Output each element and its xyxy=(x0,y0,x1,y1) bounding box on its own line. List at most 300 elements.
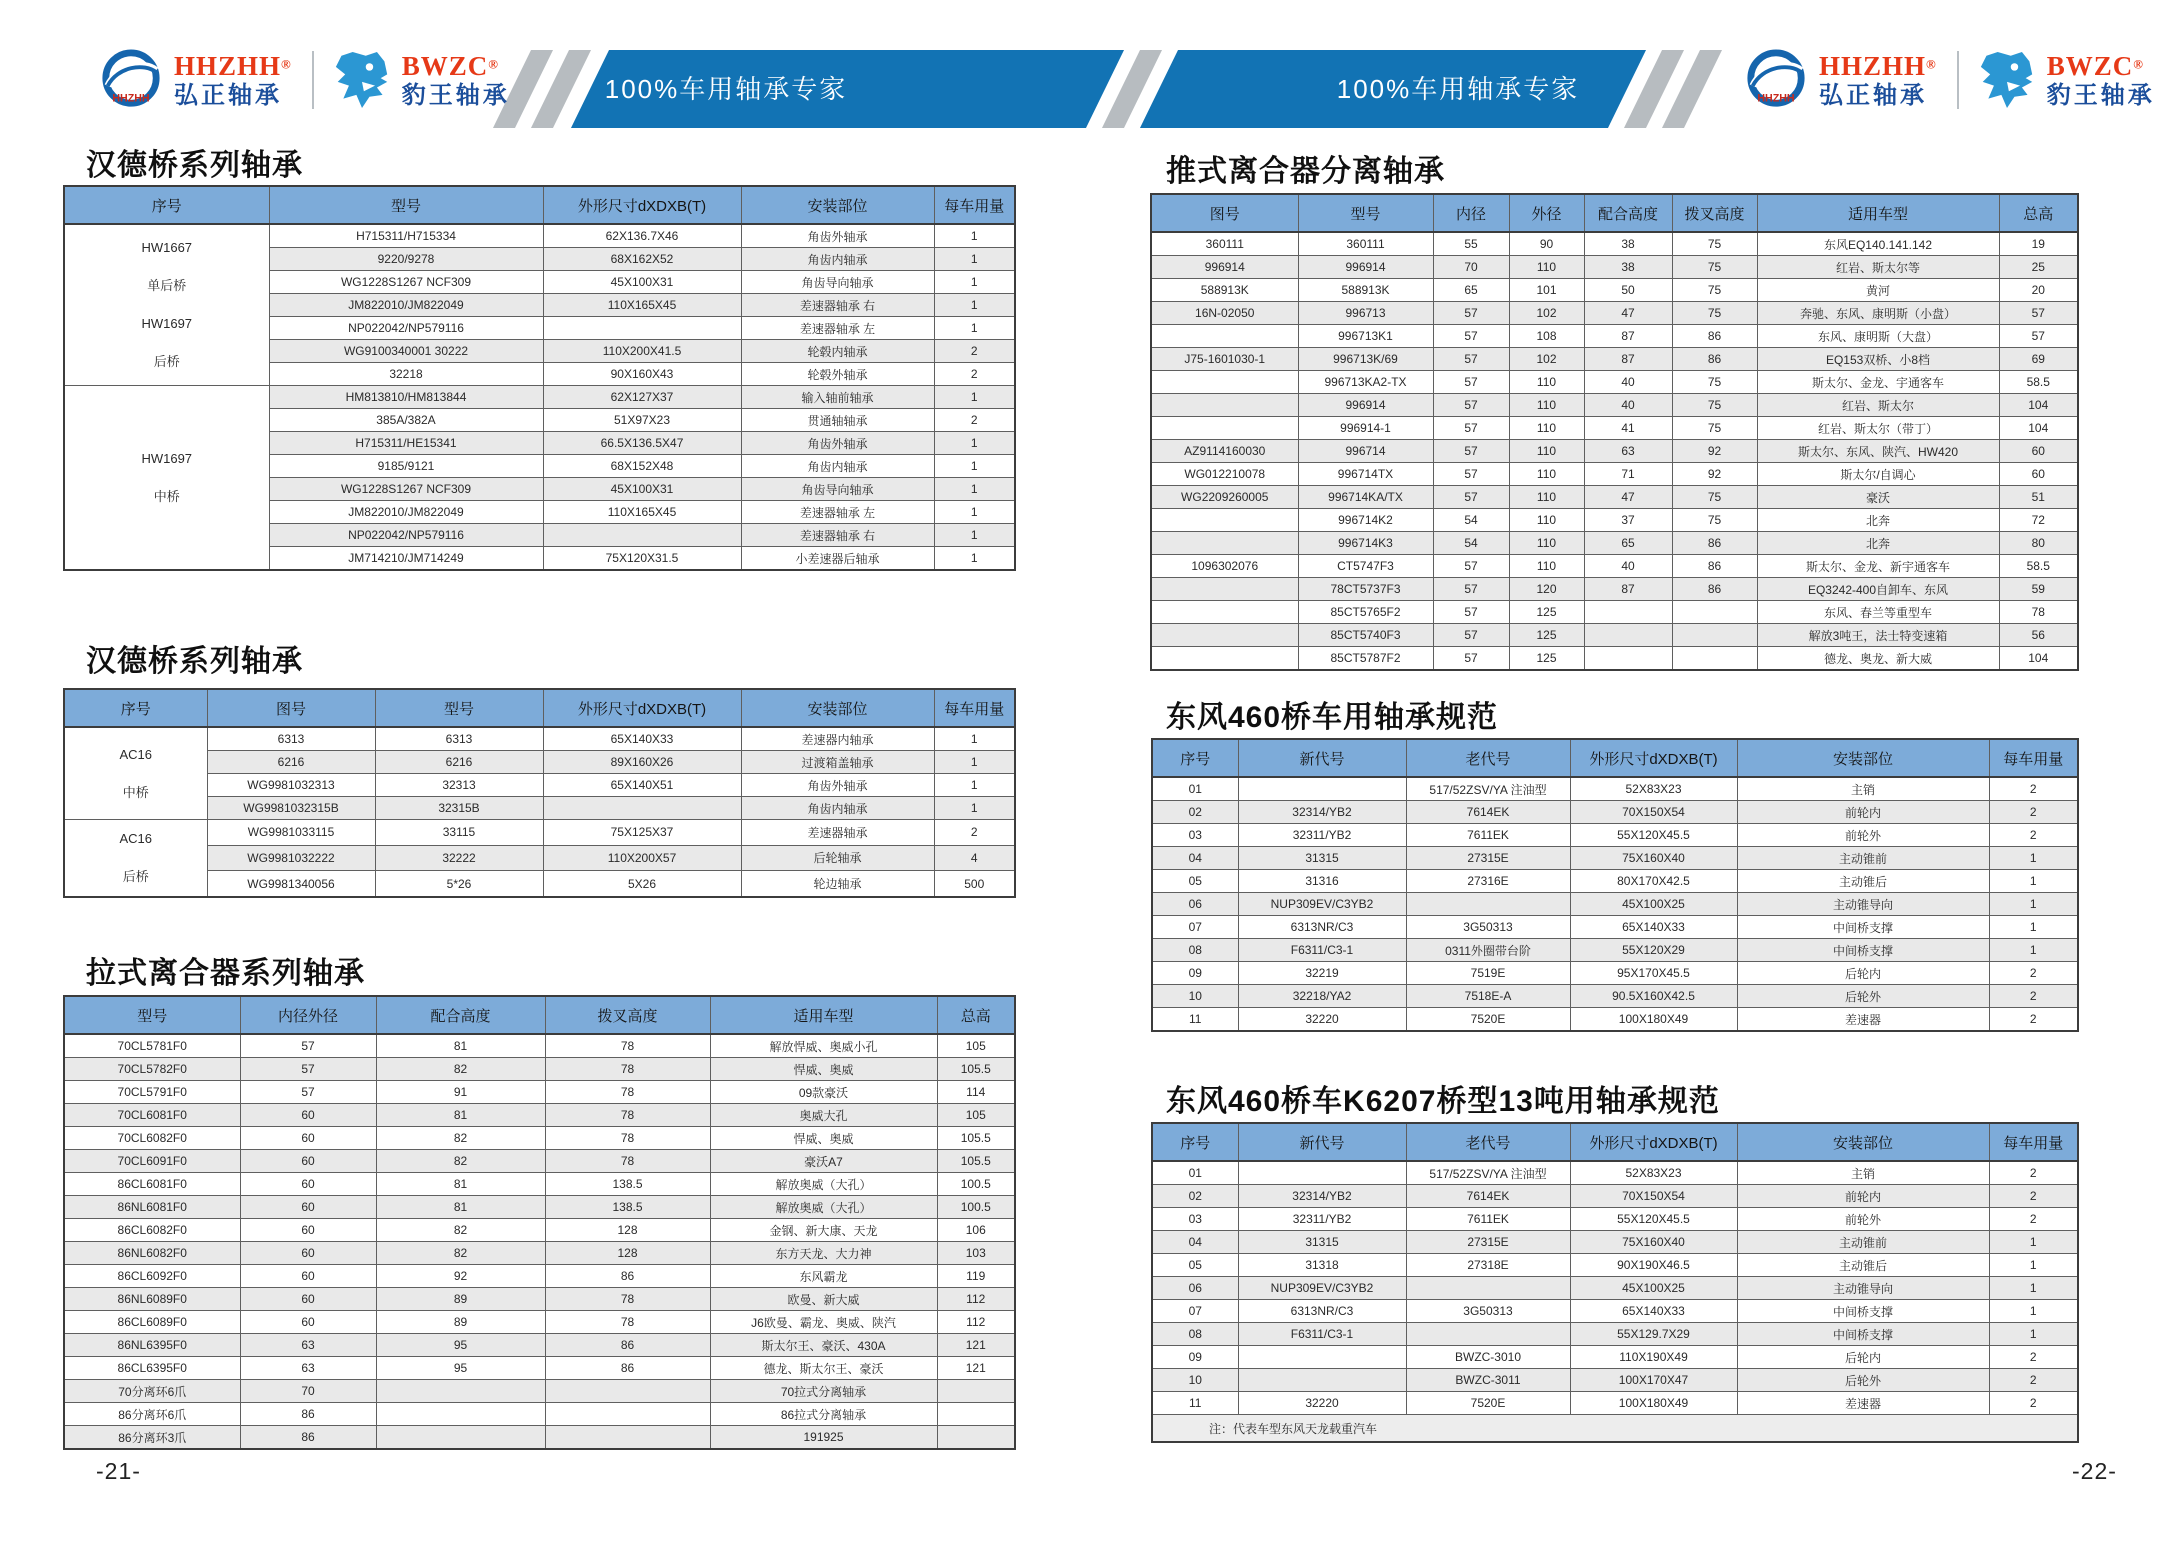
table-cell: 主动锥前 xyxy=(1737,1231,1989,1254)
table-cell: 90X190X46.5 xyxy=(1570,1254,1737,1277)
table-cell: 996714K2 xyxy=(1298,509,1433,532)
table-cell: 中间桥支撑 xyxy=(1737,1300,1989,1323)
table-cell: AZ9114160030 xyxy=(1151,440,1298,463)
table-cell: 2 xyxy=(1989,801,2078,824)
table-cell: 07 xyxy=(1152,1300,1238,1323)
column-header: 序号 xyxy=(1152,739,1238,777)
table-cell: 主动锥导向 xyxy=(1737,1277,1989,1300)
table-cell: 996914 xyxy=(1298,394,1433,417)
table-cell: 7520E xyxy=(1406,1392,1570,1415)
table-cell: 81 xyxy=(376,1173,545,1196)
table-cell: 1 xyxy=(1989,1300,2078,1323)
table-cell: 主销 xyxy=(1737,777,1989,801)
table-cell: 1 xyxy=(1989,1277,2078,1300)
table-cell: 中间桥支撑 xyxy=(1737,939,1989,962)
table-cell: 58.5 xyxy=(1999,371,2078,394)
table-cell xyxy=(1151,601,1298,624)
table-cell: 82 xyxy=(376,1127,545,1150)
table-cell: 过渡箱盖轴承 xyxy=(741,751,934,774)
table-cell: 德龙、奥龙、新大威 xyxy=(1757,647,1999,671)
table-cell: 75 xyxy=(1672,394,1757,417)
table-cell: 角齿导向轴承 xyxy=(741,478,934,501)
table-cell: 57 xyxy=(1433,624,1509,647)
table-cell: 1 xyxy=(934,224,1015,248)
table-cell: 7518E-A xyxy=(1406,985,1570,1008)
table-cell: 11 xyxy=(1152,1392,1238,1415)
table-row xyxy=(64,1403,1015,1426)
table-cell: 138.5 xyxy=(545,1173,710,1196)
table-row xyxy=(1152,847,2078,870)
table-cell: 欧曼、新大威 xyxy=(710,1288,937,1311)
table-row xyxy=(1152,824,2078,847)
table-cell: 75X160X40 xyxy=(1570,1231,1737,1254)
column-header: 外形尺寸dXDXB(T) xyxy=(1570,739,1737,777)
dongfeng-460-k6207-table xyxy=(1151,1122,2077,1443)
catalog-table xyxy=(1150,193,2079,671)
table-cell: 01 xyxy=(1152,777,1238,801)
table-cell: 385A/382A xyxy=(269,409,543,432)
column-header: 老代号 xyxy=(1406,1123,1570,1161)
column-header: 序号 xyxy=(64,186,269,224)
table-cell: 40 xyxy=(1584,555,1672,578)
table-row xyxy=(1151,302,2078,325)
table-cell: 0311外圈带台阶 xyxy=(1406,939,1570,962)
table-cell: 104 xyxy=(1999,647,2078,671)
table-cell: 63 xyxy=(240,1334,376,1357)
column-header: 型号 xyxy=(1298,194,1433,232)
table-cell: 70拉式分离轴承 xyxy=(710,1380,937,1403)
table-cell: 中间桥支撑 xyxy=(1737,1323,1989,1346)
table-cell: 112 xyxy=(937,1311,1015,1334)
table-cell: 03 xyxy=(1152,1208,1238,1231)
table-cell: 65X140X33 xyxy=(1570,916,1737,939)
table-row xyxy=(64,1173,1015,1196)
table-cell: 110X200X57 xyxy=(543,845,741,871)
table-cell: WG2209260005 xyxy=(1151,486,1298,509)
table-cell: 前轮内 xyxy=(1737,1185,1989,1208)
row-group-label: HW1697 中桥 xyxy=(64,386,269,571)
table-cell: 996713K1 xyxy=(1298,325,1433,348)
table-cell: 角齿外轴承 xyxy=(741,224,934,248)
table-cell: 90X160X43 xyxy=(543,363,741,386)
column-header: 内径外径 xyxy=(240,996,376,1034)
table-cell: 55X129.7X29 xyxy=(1570,1323,1737,1346)
table-cell: 前轮外 xyxy=(1737,824,1989,847)
table-cell: 7519E xyxy=(1406,962,1570,985)
table-cell: 1 xyxy=(934,727,1015,751)
column-header: 安装部位 xyxy=(1737,739,1989,777)
column-header: 图号 xyxy=(207,689,375,727)
column-header: 外形尺寸dXDXB(T) xyxy=(1570,1123,1737,1161)
table-cell: 125 xyxy=(1509,647,1584,671)
table-cell: 东风EQ140.141.142 xyxy=(1757,232,1999,256)
table-row xyxy=(1152,1231,2078,1254)
table-cell: 1 xyxy=(934,501,1015,524)
column-header: 型号 xyxy=(375,689,543,727)
table-cell xyxy=(1672,601,1757,624)
table-cell: 57 xyxy=(1433,371,1509,394)
column-header: 每车用量 xyxy=(934,689,1015,727)
table-row xyxy=(1152,1008,2078,1032)
table-cell: 114 xyxy=(937,1081,1015,1104)
column-header: 总高 xyxy=(937,996,1015,1034)
table-cell: 7611EK xyxy=(1406,1208,1570,1231)
table-cell: 57 xyxy=(1999,302,2078,325)
table-cell: 59 xyxy=(1999,578,2078,601)
page-number-right: -22- xyxy=(2072,1458,2117,1484)
table-cell: 后轮轴承 xyxy=(741,845,934,871)
table-cell xyxy=(545,1380,710,1403)
table-cell: 02 xyxy=(1152,1185,1238,1208)
table-cell: 82 xyxy=(376,1242,545,1265)
table-cell: 2 xyxy=(1989,1346,2078,1369)
brand-logos-left xyxy=(100,40,510,120)
bwzc-logo-text xyxy=(2047,52,2155,108)
table-cell: 57 xyxy=(1433,417,1509,440)
table-cell: 105.5 xyxy=(937,1150,1015,1173)
table-cell: 125 xyxy=(1509,601,1584,624)
table-cell: 86 xyxy=(240,1403,376,1426)
table-header-row xyxy=(1151,194,2078,232)
table-cell: 95X170X45.5 xyxy=(1570,962,1737,985)
table-row xyxy=(64,1058,1015,1081)
table-cell: 70X150X54 xyxy=(1570,801,1737,824)
table-cell: 轮毂外轴承 xyxy=(741,363,934,386)
table-cell: 78 xyxy=(545,1081,710,1104)
table-cell: 贯通轴轴承 xyxy=(741,409,934,432)
table-cell: 红岩、斯太尔（带丁） xyxy=(1757,417,1999,440)
column-header: 外形尺寸dXDXB(T) xyxy=(543,689,741,727)
table-cell: 57 xyxy=(240,1034,376,1058)
table-cell: NP022042/NP579116 xyxy=(269,524,543,547)
table-row xyxy=(64,1127,1015,1150)
table-cell xyxy=(543,524,741,547)
banner-slogan-left: 100%车用轴承专家 xyxy=(604,74,848,104)
table-row xyxy=(64,1196,1015,1219)
table-cell: 121 xyxy=(937,1334,1015,1357)
table-cell: 87 xyxy=(1584,325,1672,348)
table-cell: 95 xyxy=(376,1334,545,1357)
table-cell: 86CL6395F0 xyxy=(64,1357,240,1380)
table-cell: 78 xyxy=(545,1150,710,1173)
table-cell: 轮边轴承 xyxy=(741,871,934,897)
hande-bridge-table-1 xyxy=(63,185,1014,571)
table-cell: 58.5 xyxy=(1999,555,2078,578)
table-cell: 7614EK xyxy=(1406,801,1570,824)
table-cell: 后轮内 xyxy=(1737,1346,1989,1369)
catalog-table xyxy=(1151,1122,2079,1443)
table-cell: 105 xyxy=(937,1034,1015,1058)
table-cell: 2 xyxy=(1989,1008,2078,1032)
table-cell xyxy=(1151,509,1298,532)
registered-mark-icon: ® xyxy=(281,56,292,72)
hhzhh-cn-name: 弘正轴承 xyxy=(1819,81,1927,109)
table-cell: 北奔 xyxy=(1757,509,1999,532)
table-cell: 角齿外轴承 xyxy=(741,432,934,455)
table-cell: 86 xyxy=(1672,555,1757,578)
table-row xyxy=(1151,532,2078,555)
table-row xyxy=(1152,1392,2078,1415)
table-cell: 92 xyxy=(1672,440,1757,463)
table-cell: 360111 xyxy=(1151,232,1298,256)
table-cell: 78 xyxy=(545,1288,710,1311)
table-cell: 105.5 xyxy=(937,1058,1015,1081)
table-cell: 89X160X26 xyxy=(543,751,741,774)
table-cell: 71 xyxy=(1584,463,1672,486)
table-cell: 588913K xyxy=(1151,279,1298,302)
table-cell: 差速器轴承 右 xyxy=(741,294,934,317)
table-cell: 500 xyxy=(934,871,1015,897)
table-header-row xyxy=(1152,739,2078,777)
table-row xyxy=(1151,463,2078,486)
table-cell: 78CT5737F3 xyxy=(1298,578,1433,601)
column-header: 型号 xyxy=(269,186,543,224)
column-header: 序号 xyxy=(64,689,207,727)
table-cell: 轮毂内轴承 xyxy=(741,340,934,363)
table-cell: 7520E xyxy=(1406,1008,1570,1032)
table-cell: 16N-02050 xyxy=(1151,302,1298,325)
table-cell: 2 xyxy=(1989,1369,2078,1392)
table-cell: 03 xyxy=(1152,824,1238,847)
table-header-row xyxy=(64,186,1015,224)
table-cell: 斯太尔、东风、陕汽、HW420 xyxy=(1757,440,1999,463)
table-cell: 32315B xyxy=(375,797,543,820)
table-cell: 360111 xyxy=(1298,232,1433,256)
table-cell: 91 xyxy=(376,1081,545,1104)
table-cell: 86 xyxy=(1672,348,1757,371)
table-cell: 65X140X51 xyxy=(543,774,741,797)
table-cell: 2 xyxy=(1989,1208,2078,1231)
table-cell: 70CL6091F0 xyxy=(64,1150,240,1173)
table-cell: 角齿导向轴承 xyxy=(741,271,934,294)
registered-mark-icon: ® xyxy=(488,56,499,72)
table-cell: 82 xyxy=(376,1058,545,1081)
table-cell: 7611EK xyxy=(1406,824,1570,847)
table-cell: 解放奥威（大孔） xyxy=(710,1196,937,1219)
table-cell: 1 xyxy=(1989,893,2078,916)
table-cell: 1 xyxy=(934,386,1015,409)
column-header: 配合高度 xyxy=(376,996,545,1034)
table-cell: 2 xyxy=(1989,1392,2078,1415)
section-title: 汉德桥系列轴承 xyxy=(86,149,303,182)
table-cell: 差速器轴承 xyxy=(741,820,934,846)
table-cell: 92 xyxy=(1672,463,1757,486)
table-cell: 1 xyxy=(934,248,1015,271)
table-cell: 角齿内轴承 xyxy=(741,455,934,478)
table-cell: 75 xyxy=(1672,417,1757,440)
table-cell: 前轮内 xyxy=(1737,801,1989,824)
table-cell: 104 xyxy=(1999,417,2078,440)
table-cell: 黄河 xyxy=(1757,279,1999,302)
table-row xyxy=(64,1357,1015,1380)
column-header: 适用车型 xyxy=(710,996,937,1034)
hhzhh-logo-text xyxy=(174,52,292,108)
table-cell: 2 xyxy=(1989,962,2078,985)
table-cell: 中间桥支撑 xyxy=(1737,916,1989,939)
table-cell: 86 xyxy=(545,1265,710,1288)
column-header: 安装部位 xyxy=(741,186,934,224)
table-cell: 斯太尔王、豪沃、430A xyxy=(710,1334,937,1357)
table-cell: 70CL5782F0 xyxy=(64,1058,240,1081)
banner-slogan-right: 100%车用轴承专家 xyxy=(1336,74,1580,104)
table-row xyxy=(1152,916,2078,939)
table-cell: 32218 xyxy=(269,363,543,386)
table-cell: 金钢、新大康、天龙 xyxy=(710,1219,937,1242)
table-cell: 81 xyxy=(376,1104,545,1127)
table-row xyxy=(1151,578,2078,601)
table-cell: 3G50313 xyxy=(1406,916,1570,939)
table-cell: 86分离环6爪 xyxy=(64,1403,240,1426)
table-cell: 103 xyxy=(937,1242,1015,1265)
table-cell: EQ153双桥、小8档 xyxy=(1757,348,1999,371)
table-cell: 75 xyxy=(1672,371,1757,394)
hhzhh-badge-text: HHZHH xyxy=(1757,92,1795,105)
table-row xyxy=(64,751,1015,774)
column-header: 总高 xyxy=(1999,194,2078,232)
table-row xyxy=(1152,1323,2078,1346)
table-cell: 1 xyxy=(934,271,1015,294)
table-cell: 82 xyxy=(376,1219,545,1242)
table-row xyxy=(1152,1346,2078,1369)
table-cell: F6311/C3-1 xyxy=(1238,939,1406,962)
table-cell: 2 xyxy=(934,363,1015,386)
table-cell: 86NL6395F0 xyxy=(64,1334,240,1357)
table-cell: 110 xyxy=(1509,256,1584,279)
table-cell: CT5747F3 xyxy=(1298,555,1433,578)
table-cell: 87 xyxy=(1584,578,1672,601)
table-cell: 47 xyxy=(1584,302,1672,325)
table-cell: JM822010/JM822049 xyxy=(269,294,543,317)
table-cell: 1 xyxy=(934,797,1015,820)
table-cell: 32220 xyxy=(1238,1392,1406,1415)
table-cell: 6216 xyxy=(207,751,375,774)
table-cell: 92 xyxy=(376,1265,545,1288)
table-cell: 1 xyxy=(1989,1323,2078,1346)
table-cell xyxy=(376,1426,545,1450)
table-row xyxy=(1151,624,2078,647)
table-cell: 1 xyxy=(1989,870,2078,893)
hhzhh-logo-text xyxy=(1819,52,1937,108)
table-header-row xyxy=(64,996,1015,1034)
table-cell: 56 xyxy=(1999,624,2078,647)
table-cell: 55X120X45.5 xyxy=(1570,1208,1737,1231)
table-cell: 82 xyxy=(376,1150,545,1173)
table-cell: H715311/HE15341 xyxy=(269,432,543,455)
table-cell: 78 xyxy=(545,1058,710,1081)
table-cell: 57 xyxy=(1433,463,1509,486)
brand-logos-right xyxy=(1745,40,2155,120)
table-cell: 86 xyxy=(240,1426,376,1450)
table-cell: 51 xyxy=(1999,486,2078,509)
table-cell: 38 xyxy=(1584,232,1672,256)
table-cell: 996714TX xyxy=(1298,463,1433,486)
table-cell: WG9981340056 xyxy=(207,871,375,897)
hhzhh-abbr: HHZHH® xyxy=(174,51,292,82)
table-cell: 11 xyxy=(1152,1008,1238,1032)
table-cell: 1 xyxy=(934,774,1015,797)
table-cell xyxy=(1584,601,1672,624)
table-cell: 60 xyxy=(240,1219,376,1242)
table-cell: 78 xyxy=(545,1034,710,1058)
table-cell: 108 xyxy=(1509,325,1584,348)
table-cell: 1096302076 xyxy=(1151,555,1298,578)
table-cell: 05 xyxy=(1152,1254,1238,1277)
registered-mark-icon: ® xyxy=(2133,56,2144,72)
table-cell: 57 xyxy=(1433,440,1509,463)
table-row xyxy=(1152,1300,2078,1323)
table-cell: 75X125X37 xyxy=(543,820,741,846)
table-cell: 75X120X31.5 xyxy=(543,547,741,571)
table-row xyxy=(1151,232,2078,256)
table-cell: 75 xyxy=(1672,232,1757,256)
table-cell: 70 xyxy=(1433,256,1509,279)
table-cell: 54 xyxy=(1433,532,1509,555)
table-cell xyxy=(1672,647,1757,671)
table-cell: NUP309EV/C3YB2 xyxy=(1238,893,1406,916)
table-cell: 81 xyxy=(376,1196,545,1219)
table-cell: 62X136.7X46 xyxy=(543,224,741,248)
table-cell: 1 xyxy=(1989,1231,2078,1254)
pull-clutch-table xyxy=(63,995,1014,1450)
table-cell: 100X170X47 xyxy=(1570,1369,1737,1392)
bwzc-leopard-icon xyxy=(1979,49,2035,111)
table-cell: 32219 xyxy=(1238,962,1406,985)
table-row xyxy=(1151,371,2078,394)
table-cell: 后轮外 xyxy=(1737,1369,1989,1392)
table-cell: 86 xyxy=(1672,532,1757,555)
table-cell: 45X100X31 xyxy=(543,271,741,294)
table-cell: 120 xyxy=(1509,578,1584,601)
table-cell: 125 xyxy=(1509,624,1584,647)
table-cell: 09 xyxy=(1152,962,1238,985)
table-cell: 60 xyxy=(240,1288,376,1311)
hhzhh-abbr: HHZHH® xyxy=(1819,51,1937,82)
table-cell: 差速器 xyxy=(1737,1008,1989,1032)
table-cell: 6313 xyxy=(375,727,543,751)
table-row xyxy=(1151,555,2078,578)
table-cell: 45X100X31 xyxy=(543,478,741,501)
table-cell: 105 xyxy=(937,1104,1015,1127)
table-cell: 110 xyxy=(1509,509,1584,532)
column-header: 适用车型 xyxy=(1757,194,1999,232)
table-cell: 32222 xyxy=(375,845,543,871)
column-header: 每车用量 xyxy=(1989,1123,2078,1161)
table-cell: 104 xyxy=(1999,394,2078,417)
table-cell: 6313 xyxy=(207,727,375,751)
table-cell: 1 xyxy=(934,294,1015,317)
table-cell: 9185/9121 xyxy=(269,455,543,478)
table-cell: 100X180X49 xyxy=(1570,1392,1737,1415)
table-cell: 80X170X42.5 xyxy=(1570,870,1737,893)
table-cell: WG9100340001 30222 xyxy=(269,340,543,363)
table-cell: 110 xyxy=(1509,555,1584,578)
table-cell: HM813810/HM813844 xyxy=(269,386,543,409)
table-cell: 19 xyxy=(1999,232,2078,256)
table-cell: 20 xyxy=(1999,279,2078,302)
table-cell: 01 xyxy=(1152,1161,1238,1185)
table-cell: 1 xyxy=(1989,939,2078,962)
table-cell: 78 xyxy=(545,1104,710,1127)
table-row xyxy=(64,797,1015,820)
table-cell: 138.5 xyxy=(545,1196,710,1219)
table-row xyxy=(1151,394,2078,417)
row-group-label: AC16 中桥 xyxy=(64,727,207,820)
table-cell: 69 xyxy=(1999,348,2078,371)
table-row xyxy=(1151,647,2078,671)
table-cell: 10 xyxy=(1152,985,1238,1008)
table-cell: 45X100X25 xyxy=(1570,1277,1737,1300)
table-cell: 517/52ZSV/YA 注油型 xyxy=(1406,777,1570,801)
